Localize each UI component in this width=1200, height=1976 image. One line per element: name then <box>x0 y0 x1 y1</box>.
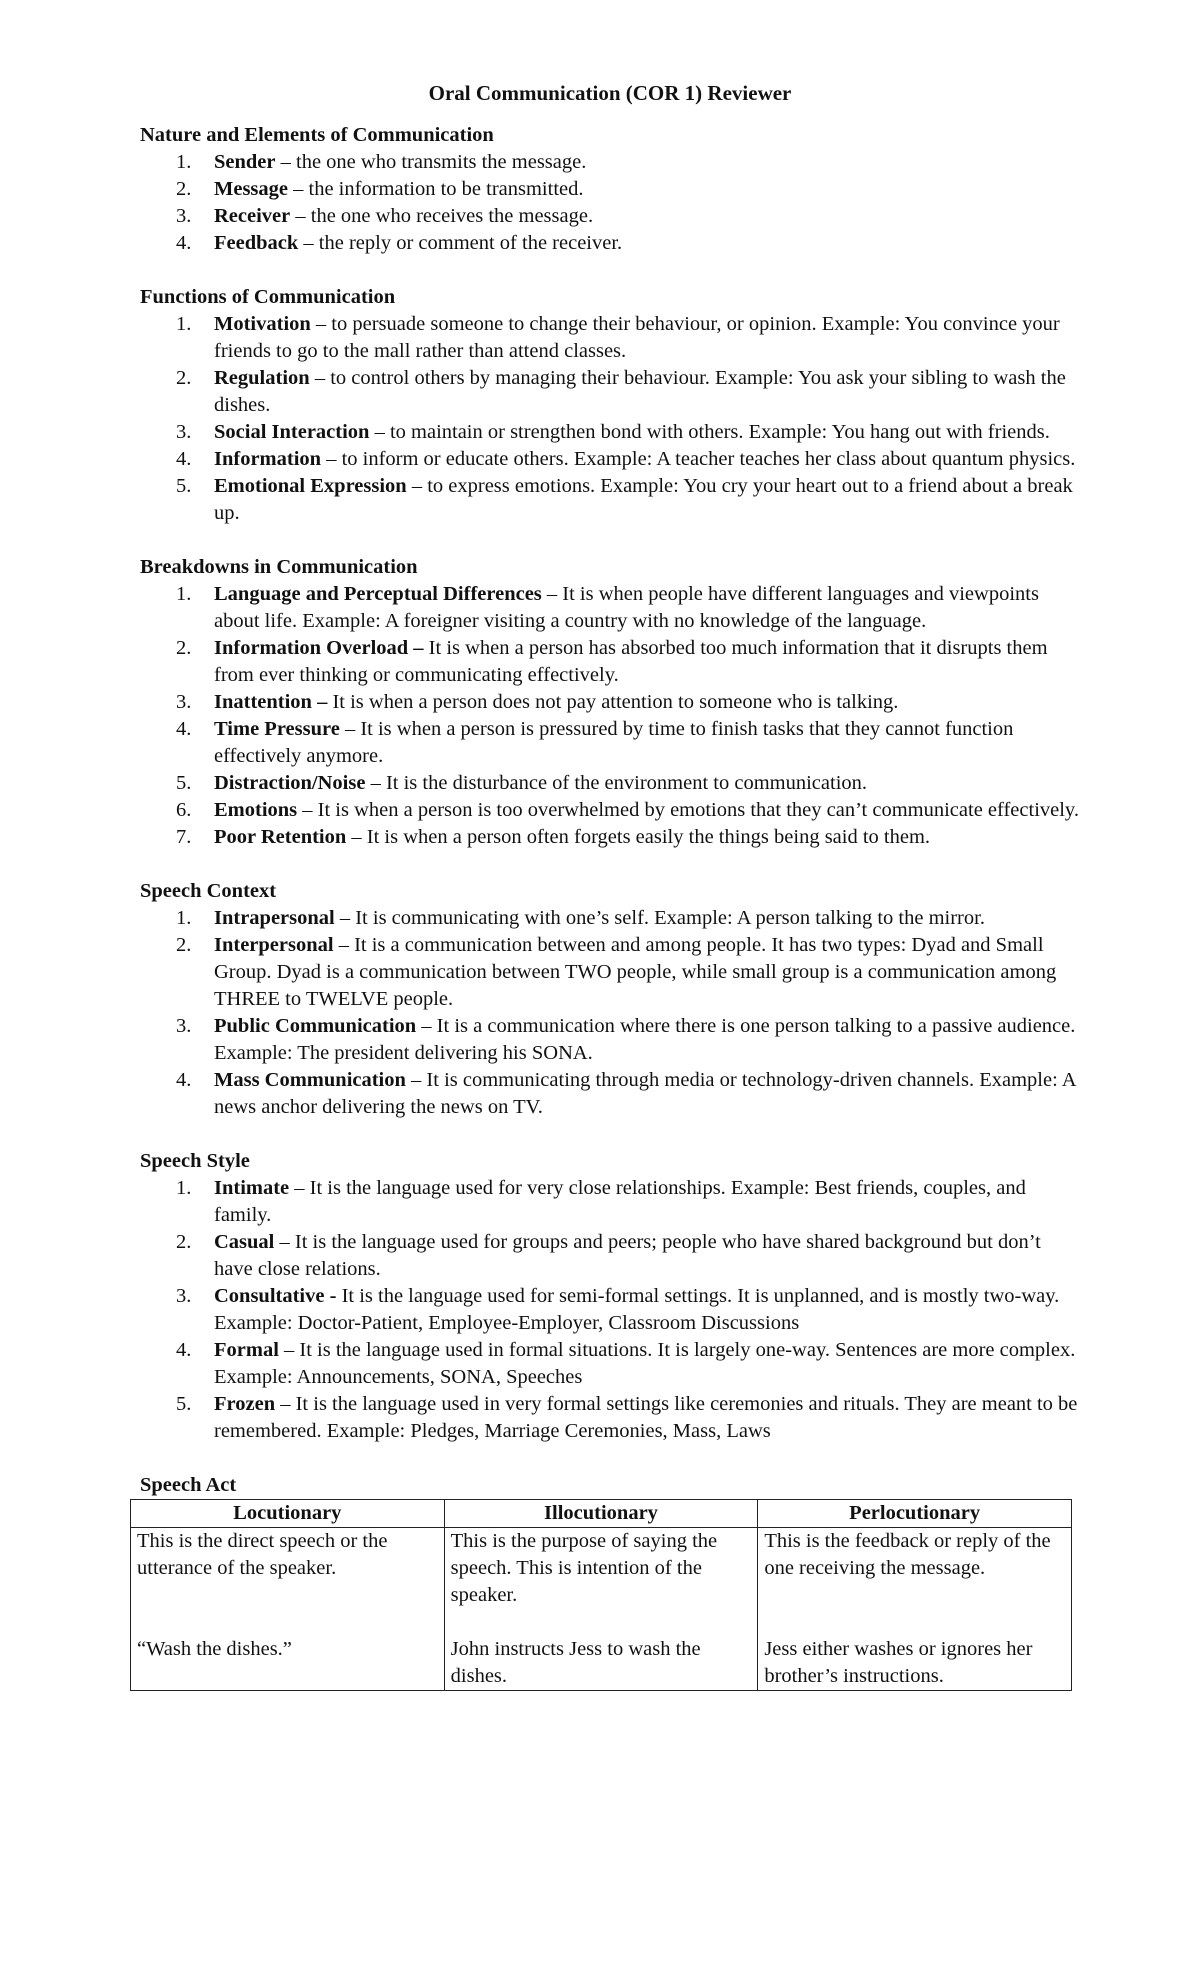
list-item-term: Interpersonal <box>214 934 334 956</box>
list-item-term: Inattention – <box>214 691 328 713</box>
numbered-list <box>140 1175 1080 1445</box>
list-item <box>140 689 1080 716</box>
list-item-text: – It is the language used for groups and peers; people who have shared background but don’t have close relations. <box>214 1231 1041 1280</box>
section <box>140 284 1080 527</box>
list-item-number: 3. <box>176 691 192 713</box>
list-item-text: It is the language used for semi-formal settings. It is unplanned, and is mostly two-way. Example: Doctor-Patient, Employee-Employer, Classroom Discussions <box>214 1285 1060 1334</box>
list-item-text: – It is the language used in formal situations. It is largely one-way. Sentences are more complex. Example: Announcements, SONA, Speeches <box>214 1339 1076 1388</box>
list-item <box>140 311 1080 365</box>
list-item-text: – to persuade someone to change their behaviour, or opinion. Example: You convince your friends to go to the mall rather than attend classes. <box>214 313 1060 362</box>
section <box>140 878 1080 1121</box>
list-item-term: Public Communication <box>214 1015 417 1037</box>
list-item <box>140 473 1080 527</box>
table-header-row <box>131 1500 1072 1528</box>
cell-example: “Wash the dishes.” <box>137 1638 292 1660</box>
list-item-number: 5. <box>176 772 192 794</box>
list-item <box>140 797 1080 824</box>
list-item-text: – It is a communication where there is one person talking to a passive audience. Example: The president delivering his SONA. <box>214 1015 1076 1064</box>
table-cell-locutionary <box>131 1528 445 1691</box>
list-item-term: Formal <box>214 1339 279 1361</box>
list-item <box>140 365 1080 419</box>
document-page <box>137 80 1080 1691</box>
list-item-term: Regulation <box>214 367 310 389</box>
list-item-text: – the information to be transmitted. <box>288 178 584 200</box>
list-item-term: Time Pressure <box>214 718 340 740</box>
list-item <box>140 1229 1080 1283</box>
list-item-number: 4. <box>176 718 192 740</box>
speech-act-table <box>130 1499 1072 1691</box>
list-item-number: 4. <box>176 1069 192 1091</box>
list-item-number: 2. <box>176 367 192 389</box>
list-item-number: 4. <box>176 232 192 254</box>
list-item-term: Language and Perceptual Differences <box>214 583 542 605</box>
list-item-term: Receiver <box>214 205 291 227</box>
list-item <box>140 203 1080 230</box>
numbered-list <box>140 581 1080 851</box>
table-cell-illocutionary <box>444 1528 758 1691</box>
list-item-number: 6. <box>176 799 192 821</box>
numbered-list <box>140 149 1080 257</box>
cell-example: Jess either washes or ignores her brother’s instructions. <box>764 1638 1033 1687</box>
list-item <box>140 905 1080 932</box>
list-item-number: 3. <box>176 1285 192 1307</box>
list-item-term: Motivation <box>214 313 311 335</box>
list-item-number: 3. <box>176 205 192 227</box>
list-item-term: Information <box>214 448 322 470</box>
section <box>140 1148 1080 1445</box>
column-header-illocutionary: Illocutionary <box>444 1500 758 1528</box>
list-item <box>140 1283 1080 1337</box>
list-item <box>140 1391 1080 1445</box>
list-item-text: – to inform or educate others. Example: A teacher teaches her class about quantum physics. <box>321 448 1076 470</box>
list-item-text: – the one who receives the message. <box>290 205 594 227</box>
list-item-text: – It is a communication between and among people. It has two types: Dyad and Small Group. Dyad is a communication between TWO people, while small group is a communication among THREE to TWELVE people. <box>214 934 1057 1010</box>
list-item-text: – to control others by managing their behaviour. Example: You ask your sibling to wash the dishes. <box>214 367 1066 416</box>
section-heading: Functions of Communication <box>140 286 396 308</box>
section-heading: Speech Style <box>140 1150 250 1172</box>
list-item-text: – the reply or comment of the receiver. <box>298 232 623 254</box>
list-item-text: It is when a person does not pay attention to someone who is talking. <box>327 691 899 713</box>
list-item-text: – It is when a person is too overwhelmed by emotions that they can’t communicate effectively. <box>297 799 1079 821</box>
list-item <box>140 824 1080 851</box>
column-header-locutionary: Locutionary <box>131 1500 445 1528</box>
list-item-term: Feedback <box>214 232 299 254</box>
section-heading: Nature and Elements of Communication <box>140 124 494 146</box>
list-item-term: Consultative - <box>214 1285 337 1307</box>
list-item-number: 1. <box>176 151 192 173</box>
list-item-text: It is when a person has absorbed too much information that it disrupts them from ever thinking or communicating effectively. <box>214 637 1048 686</box>
list-item-term: Intimate <box>214 1177 290 1199</box>
list-item-number: 3. <box>176 1015 192 1037</box>
list-item-term: Information Overload – <box>214 637 424 659</box>
list-item <box>140 176 1080 203</box>
list-item <box>140 770 1080 797</box>
list-item-term: Message <box>214 178 289 200</box>
list-item-text: – It is when a person often forgets easily the things being said to them. <box>346 826 931 848</box>
page-title: Oral Communication (COR 1) Reviewer <box>428 81 792 105</box>
numbered-list <box>140 311 1080 527</box>
list-item <box>140 932 1080 1013</box>
list-item-number: 7. <box>176 826 192 848</box>
list-item <box>140 230 1080 257</box>
list-item-number: 5. <box>176 475 192 497</box>
list-item-term: Intrapersonal <box>214 907 335 929</box>
list-item <box>140 1013 1080 1067</box>
section <box>140 554 1080 851</box>
table-row <box>131 1528 1072 1691</box>
cell-description: This is the feedback or reply of the one receiving the message. <box>764 1530 1051 1579</box>
list-item-term: Poor Retention <box>214 826 347 848</box>
list-item-term: Distraction/Noise <box>214 772 366 794</box>
section-heading: Speech Act <box>140 1474 237 1496</box>
speech-act-section <box>137 1472 1080 1691</box>
section-heading: Breakdowns in Communication <box>140 556 418 578</box>
list-item-number: 4. <box>176 1339 192 1361</box>
cell-description: This is the direct speech or the utterance of the speaker. <box>137 1530 388 1579</box>
table-cell-perlocutionary <box>758 1528 1072 1691</box>
sections-container <box>140 122 1080 1445</box>
list-item-number: 5. <box>176 1393 192 1415</box>
list-item-term: Casual <box>214 1231 275 1253</box>
list-item-number: 2. <box>176 934 192 956</box>
list-item-term: Social Interaction <box>214 421 370 443</box>
list-item-text: – It is when people have different languages and viewpoints about life. Example: A foreigner visiting a country with no knowledge of the language. <box>214 583 1039 632</box>
list-item-text: – It is when a person is pressured by time to finish tasks that they cannot function effectively anymore. <box>214 718 1014 767</box>
list-item <box>140 419 1080 446</box>
cell-description: This is the purpose of saying the speech. This is intention of the speaker. <box>450 1530 718 1606</box>
list-item-number: 2. <box>176 178 192 200</box>
list-item-text: – It is the language used in very formal settings like ceremonies and rituals. They are meant to be remembered. Example: Pledges, Marriage Ceremonies, Mass, Laws <box>214 1393 1078 1442</box>
list-item-text: – It is the disturbance of the environment to communication. <box>365 772 868 794</box>
list-item-text: – to maintain or strengthen bond with others. Example: You hang out with friends. <box>369 421 1050 443</box>
list-item-term: Emotions <box>214 799 298 821</box>
list-item <box>140 149 1080 176</box>
cell-example: John instructs Jess to wash the dishes. <box>450 1638 701 1687</box>
list-item-term: Emotional Expression <box>214 475 407 497</box>
list-item <box>140 446 1080 473</box>
list-item-text: – to express emotions. Example: You cry your heart out to a friend about a break up. <box>214 475 1073 524</box>
section-heading: Speech Context <box>140 880 277 902</box>
column-header-perlocutionary: Perlocutionary <box>758 1500 1072 1528</box>
list-item-number: 2. <box>176 637 192 659</box>
list-item-number: 3. <box>176 421 192 443</box>
list-item <box>140 1067 1080 1121</box>
section <box>140 122 1080 257</box>
list-item-number: 1. <box>176 907 192 929</box>
list-item <box>140 1175 1080 1229</box>
list-item-number: 1. <box>176 1177 192 1199</box>
list-item-number: 4. <box>176 448 192 470</box>
list-item-text: – It is communicating through media or technology-driven channels. Example: A news anchor delivering the news on TV. <box>214 1069 1076 1118</box>
list-item <box>140 635 1080 689</box>
list-item-term: Sender <box>214 151 276 173</box>
list-item <box>140 1337 1080 1391</box>
list-item <box>140 581 1080 635</box>
list-item-number: 1. <box>176 583 192 605</box>
list-item-number: 1. <box>176 313 192 335</box>
list-item <box>140 716 1080 770</box>
numbered-list <box>140 905 1080 1121</box>
list-item-text: – It is communicating with one’s self. Example: A person talking to the mirror. <box>334 907 985 929</box>
list-item-text: – the one who transmits the message. <box>275 151 587 173</box>
list-item-number: 2. <box>176 1231 192 1253</box>
list-item-term: Mass Communication <box>214 1069 406 1091</box>
list-item-term: Frozen <box>214 1393 276 1415</box>
list-item-text: – It is the language used for very close relationships. Example: Best friends, couples, and family. <box>214 1177 1026 1226</box>
